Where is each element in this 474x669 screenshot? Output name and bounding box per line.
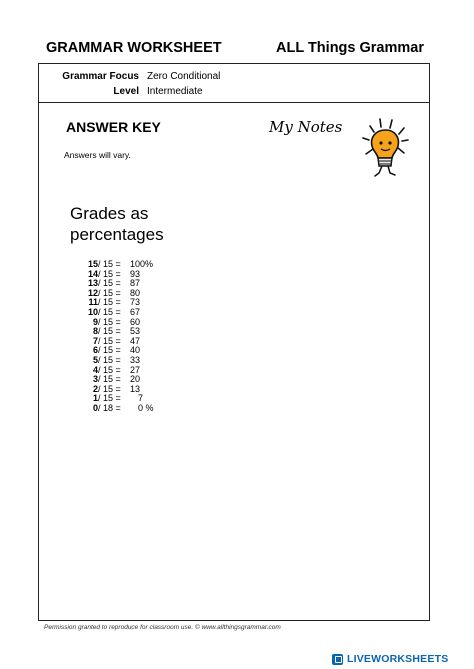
grade-score: 3 [92,374,98,385]
grade-score: 2 [92,383,98,394]
grade-percent: 60 [130,316,141,327]
grade-total: / 15 = [98,335,121,346]
grade-score: 7 [92,335,98,346]
grades-title: Grades as percentages [70,204,164,244]
liveworksheets-logo-icon [332,654,343,665]
lightbulb-icon [360,116,412,182]
grade-percent: 47 [130,335,141,346]
grade-total: / 15 = [98,374,121,385]
answer-key-title: ANSWER KEY [66,119,161,135]
grade-score: 0 [92,403,98,413]
grade-percent: 67 [130,307,141,317]
answers-note: Answers will vary. [64,150,131,160]
grade-total: / 15 = [98,297,121,308]
grade-percent: 100% [130,259,154,269]
grade-score: 12 [87,287,98,298]
grade-percent: 87 [130,278,141,289]
worksheet-title: GRAMMAR WORKSHEET [46,40,222,56]
grade-total: / 15 = [98,268,121,279]
grade-total: / 15 = [98,259,121,269]
grade-total: / 15 = [98,393,121,404]
grade-score: 6 [92,345,98,356]
grade-score: 4 [92,364,98,375]
focus-value: Zero Conditional [147,71,221,82]
liveworksheets-watermark [332,652,448,666]
grade-score: 9 [92,316,98,327]
grade-total: / 15 = [98,355,121,365]
grade-total: / 15 = [98,326,121,337]
grade-score: 11 [88,297,98,308]
grade-score: 15 [87,259,98,269]
grade-percent: 40 [130,345,141,356]
grade-total: / 18 = [98,403,121,413]
focus-box [39,64,429,103]
level-label: Level [113,86,139,97]
grade-percent: 0 % [138,403,154,413]
grade-score: 1 [92,393,98,404]
grade-percent: 53 [130,326,141,337]
brand-title: ALL Things Grammar [276,40,424,56]
grade-total: / 15 = [98,364,121,375]
grade-score: 5 [92,355,98,365]
grade-total: / 15 = [98,316,121,327]
grade-percent: 93 [130,268,141,279]
grade-percent: 33 [130,355,141,365]
grade-total: / 15 = [98,307,121,317]
copyright-footer: Permission granted to reproduce for classroom use. © www.allthingsgrammar.com [44,624,281,631]
grade-percent: 80 [130,287,141,298]
grade-percent: 7 [138,393,144,404]
grade-percent: 73 [130,297,141,308]
watermark-text: LIVEWORKSHEETS [347,653,449,665]
grade-score: 13 [87,278,98,289]
focus-label: Grammar Focus [62,71,139,82]
grade-score: 8 [92,326,98,337]
grade-total: / 15 = [98,287,121,298]
grade-total: / 15 = [98,278,121,289]
grade-percent: 20 [130,374,141,385]
grade-total: / 15 = [98,345,121,356]
grade-total: / 15 = [98,383,121,394]
grade-percent: 27 [130,364,141,375]
grade-percent: 13 [130,383,141,394]
my-notes-title: My Notes [269,118,343,136]
level-value: Intermediate [147,86,203,97]
grade-score: 14 [87,268,98,279]
grade-score: 10 [87,307,98,317]
